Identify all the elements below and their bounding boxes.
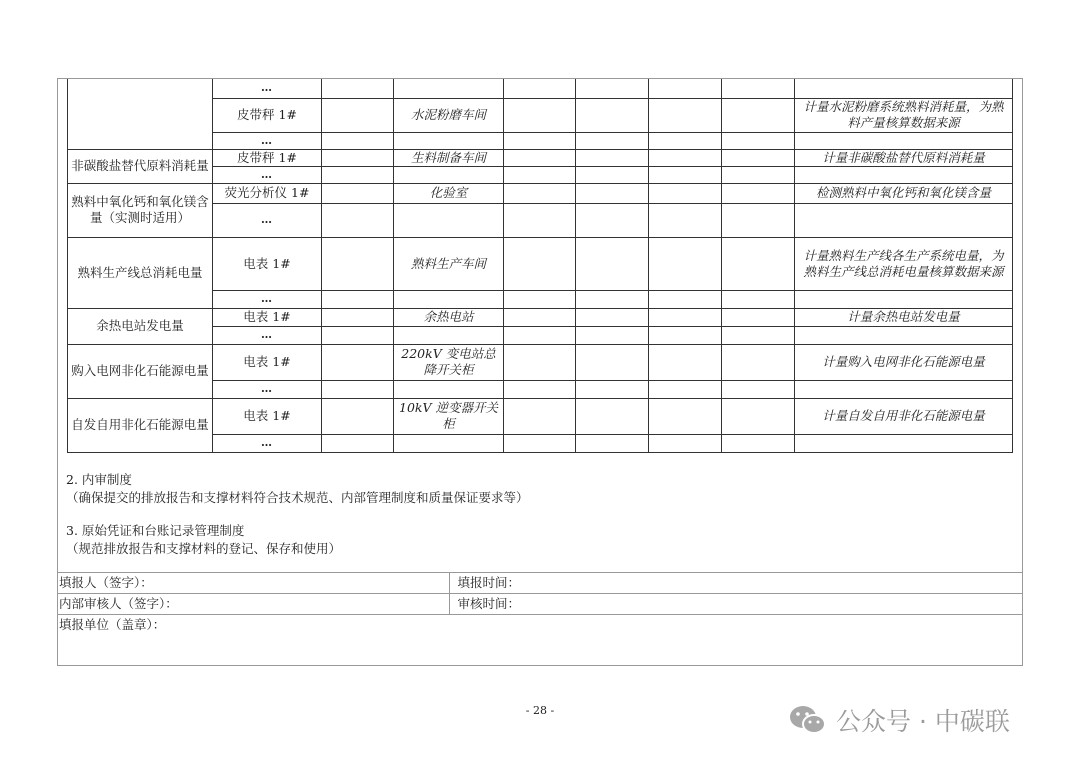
- location-cell: 熟料生产车间: [394, 237, 504, 290]
- blank-cell: [504, 98, 576, 132]
- item-cell: 熟料生产线总消耗电量: [68, 237, 213, 308]
- wechat-icon: [788, 703, 828, 737]
- purpose-cell: [795, 132, 1013, 149]
- blank-cell: [722, 183, 795, 203]
- filler-signature: 填报人（签字）：: [57, 573, 449, 594]
- purpose-cell: 计量购入电网非化石能源电量: [795, 344, 1013, 380]
- location-cell: [394, 326, 504, 344]
- purpose-cell: [795, 79, 1013, 98]
- blank-cell: [722, 308, 795, 326]
- device-cell: 荧光分析仪 1#: [213, 183, 322, 203]
- device-cell: …: [213, 434, 322, 452]
- blank-cell: [576, 166, 649, 183]
- blank-cell: [649, 434, 722, 452]
- blank-cell: [576, 398, 649, 434]
- device-cell: 皮带秤 1#: [213, 98, 322, 132]
- blank-cell: [649, 380, 722, 398]
- item-cell: [68, 79, 213, 149]
- blank-cell: [576, 434, 649, 452]
- blank-cell: [322, 149, 394, 166]
- blank-cell: [722, 380, 795, 398]
- review-time: 审核时间：: [449, 594, 1023, 615]
- device-cell: …: [213, 79, 322, 98]
- internal-audit-desc: （确保提交的排放报告和支撑材料符合技术规范、内部管理制度和质量保证要求等）: [66, 490, 529, 505]
- device-cell: 电表 1#: [213, 398, 322, 434]
- blank-cell: [649, 98, 722, 132]
- blank-cell: [576, 79, 649, 98]
- location-cell: [394, 434, 504, 452]
- purpose-cell: 计量余热电站发电量: [795, 308, 1013, 326]
- blank-cell: [649, 79, 722, 98]
- blank-cell: [722, 79, 795, 98]
- blank-cell: [576, 149, 649, 166]
- blank-cell: [576, 308, 649, 326]
- blank-cell: [322, 398, 394, 434]
- location-cell: [394, 380, 504, 398]
- device-cell: …: [213, 132, 322, 149]
- purpose-cell: [795, 203, 1013, 237]
- blank-cell: [504, 326, 576, 344]
- blank-cell: [322, 434, 394, 452]
- device-cell: …: [213, 166, 322, 183]
- item-cell: 非碳酸盐替代原料消耗量: [68, 149, 213, 183]
- blank-cell: [322, 380, 394, 398]
- fill-time: 填报时间：: [449, 573, 1023, 594]
- blank-cell: [322, 290, 394, 308]
- blank-cell: [322, 203, 394, 237]
- blank-cell: [576, 98, 649, 132]
- blank-cell: [649, 132, 722, 149]
- blank-cell: [722, 203, 795, 237]
- blank-cell: [322, 237, 394, 290]
- blank-cell: [722, 149, 795, 166]
- reviewer-signature: 内部审核人（签字）：: [57, 594, 449, 615]
- purpose-cell: [795, 166, 1013, 183]
- blank-cell: [722, 166, 795, 183]
- blank-cell: [322, 166, 394, 183]
- watermark: [788, 700, 1010, 740]
- location-cell: 化验室: [394, 183, 504, 203]
- item-cell: 购入电网非化石能源电量: [68, 344, 213, 398]
- blank-cell: [649, 326, 722, 344]
- blank-cell: [504, 398, 576, 434]
- blank-cell: [649, 183, 722, 203]
- device-cell: 电表 1#: [213, 308, 322, 326]
- location-cell: [394, 166, 504, 183]
- location-cell: 220kV 变电站总降开关柜: [394, 344, 504, 380]
- blank-cell: [504, 237, 576, 290]
- location-cell: [394, 203, 504, 237]
- purpose-cell: 计量非碳酸盐替代原料消耗量: [795, 149, 1013, 166]
- device-cell: 皮带秤 1#: [213, 149, 322, 166]
- blank-cell: [576, 380, 649, 398]
- measurement-table: [67, 79, 1013, 453]
- purpose-cell: [795, 290, 1013, 308]
- location-cell: 10kV 逆变器开关柜: [394, 398, 504, 434]
- blank-cell: [649, 398, 722, 434]
- blank-cell: [322, 326, 394, 344]
- blank-cell: [649, 166, 722, 183]
- location-cell: 水泥粉磨车间: [394, 98, 504, 132]
- blank-cell: [722, 344, 795, 380]
- device-cell: 电表 1#: [213, 237, 322, 290]
- blank-cell: [322, 79, 394, 98]
- signoff-table: [57, 572, 1023, 663]
- blank-cell: [322, 344, 394, 380]
- blank-cell: [504, 344, 576, 380]
- purpose-cell: [795, 326, 1013, 344]
- blank-cell: [504, 79, 576, 98]
- device-cell: …: [213, 380, 322, 398]
- item-cell: 自发自用非化石能源电量: [68, 398, 213, 452]
- blank-cell: [322, 132, 394, 149]
- device-cell: …: [213, 290, 322, 308]
- page-number: - 28 -: [525, 704, 555, 717]
- blank-cell: [504, 132, 576, 149]
- blank-cell: [649, 308, 722, 326]
- blank-cell: [322, 308, 394, 326]
- watermark-text: 公众号 · 中碳联: [836, 707, 1010, 736]
- blank-cell: [576, 132, 649, 149]
- location-cell: 余热电站: [394, 308, 504, 326]
- blank-cell: [504, 434, 576, 452]
- blank-cell: [722, 98, 795, 132]
- records-title: 3. 原始凭证和台账记录管理制度: [66, 523, 245, 538]
- item-cell: 余热电站发电量: [68, 308, 213, 344]
- blank-cell: [504, 149, 576, 166]
- purpose-cell: [795, 380, 1013, 398]
- purpose-cell: 计量自发自用非化石能源电量: [795, 398, 1013, 434]
- blank-cell: [504, 290, 576, 308]
- purpose-cell: 计量水泥粉磨系统熟料消耗量，为熟料产量核算数据来源: [795, 98, 1013, 132]
- blank-cell: [722, 434, 795, 452]
- location-cell: [394, 290, 504, 308]
- blank-cell: [322, 98, 394, 132]
- blank-cell: [504, 166, 576, 183]
- blank-cell: [649, 344, 722, 380]
- blank-cell: [504, 308, 576, 326]
- blank-cell: [649, 149, 722, 166]
- blank-cell: [504, 380, 576, 398]
- blank-cell: [576, 326, 649, 344]
- location-cell: [394, 132, 504, 149]
- item-cell: 熟料中氧化钙和氧化镁含量（实测时适用）: [68, 183, 213, 237]
- device-cell: 电表 1#: [213, 344, 322, 380]
- blank-cell: [722, 132, 795, 149]
- device-cell: …: [213, 203, 322, 237]
- blank-cell: [722, 290, 795, 308]
- internal-audit-title: 2. 内审制度: [66, 472, 132, 487]
- purpose-cell: 检测熟料中氧化钙和氧化镁含量: [795, 183, 1013, 203]
- blank-cell: [504, 183, 576, 203]
- blank-cell: [322, 183, 394, 203]
- purpose-cell: 计量熟料生产线各生产系统电量，为熟料生产线总消耗电量核算数据来源: [795, 237, 1013, 290]
- blank-cell: [576, 203, 649, 237]
- blank-cell: [504, 203, 576, 237]
- location-cell: 生料制备车间: [394, 149, 504, 166]
- blank-cell: [722, 237, 795, 290]
- blank-cell: [576, 344, 649, 380]
- blank-cell: [576, 290, 649, 308]
- location-cell: [394, 79, 504, 98]
- blank-cell: [649, 237, 722, 290]
- blank-cell: [649, 290, 722, 308]
- blank-cell: [722, 326, 795, 344]
- purpose-cell: [795, 434, 1013, 452]
- blank-cell: [576, 237, 649, 290]
- blank-cell: [649, 203, 722, 237]
- blank-cell: [576, 183, 649, 203]
- blank-cell: [722, 398, 795, 434]
- unit-seal: 填报单位（盖章）：: [57, 615, 1023, 664]
- records-desc: （规范排放报告和支撑材料的登记、保存和使用）: [66, 541, 342, 556]
- device-cell: …: [213, 326, 322, 344]
